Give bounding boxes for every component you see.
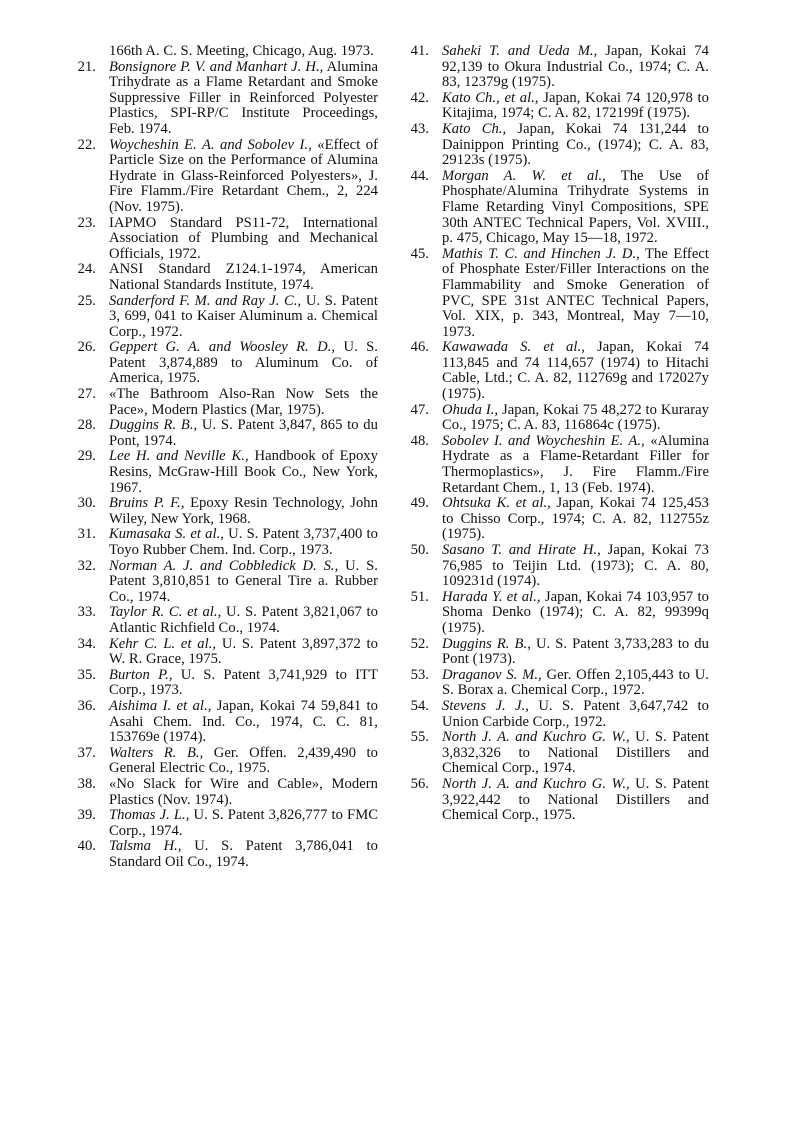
reference-number: 51. [410,588,429,605]
reference-number: 44. [410,167,429,184]
reference-body [109,637,378,668]
reference-body [109,216,378,263]
reference-authors: Duggins R. B., [442,635,531,652]
reference-text: Ger. Offen. 2,439,490 to General Electric Co., 1975. [109,744,378,777]
reference-authors: Walters R. B., [109,744,204,761]
reference-authors: North J. A. and Kuchro G. W., [442,775,630,792]
reference-authors: Sanderford F. M. and Ray J. C., [109,292,302,309]
reference-text: Japan, Kokai 74 131,244 to Dainippon Printing Co., (1974); C. A. 83, 29123s (1975). [442,120,710,169]
reference-number: 31. [77,526,96,543]
reference-authors: Saheki T. and Ueda M., [442,43,598,59]
reference-text: Japan, Kokai 74 113,845 and 74 114,657 (1974) to Hitachi Cable, Ltd.; C. A. 82, 112769g and 172027y (1975). [442,339,709,403]
reference-authors: Kato Ch., et al., [442,89,539,106]
reference-authors: Woycheshin E. A. and Sobolev I., [109,136,312,153]
reference-number: 41. [410,43,429,59]
reference-text: Japan, Kokai 74 59,841 to Asahi Chem. Ind. Co., 1974, C. C. 81, 153769e (1974). [109,697,378,746]
reference-number: 25. [77,292,96,309]
reference-text: ANSI Standard Z124.1-1974, American National Standards Institute, 1974. [109,261,378,293]
reference-number: 54. [410,697,429,714]
reference-body [442,543,709,590]
reference-body [109,559,378,606]
reference-body [109,808,378,839]
reference-body [109,387,378,418]
reference-body [442,699,709,730]
reference-entry [64,216,378,263]
reference-authors: Bruins P. F., [109,495,185,512]
reference-text: U. S. Patent 3,821,067 to Atlantic Richfield Co., 1974. [109,604,378,636]
reference-number: 56. [410,775,429,792]
reference-number: 35. [77,666,96,683]
reference-number: 55. [410,729,429,746]
reference-number: 43. [410,120,429,137]
reference-text: «The Bathroom Also-Ran Now Sets the Pace», Modern Plastics (Mar, 1975). [109,386,378,418]
reference-number: 45. [410,245,429,262]
reference-entry [397,777,709,824]
reference-authors: Duggins R. B., [109,417,198,434]
reference-authors: Ohtsuka K. et al., [442,495,551,512]
reference-body [442,340,709,402]
reference-entry [64,340,378,387]
reference-body [109,138,378,216]
reference-text: «Alumina Hydrate as a Flame-Retardant Filler for Thermoplastics», J. Fire Flamm./Fire Retardant Chem., 1, 13 (Feb. 1974). [442,432,709,496]
reference-text: Japan, Kokai 74 125,453 to Chisso Corp., 1974; C. A. 82, 112755z (1975). [442,495,709,543]
reference-authors: Kato Ch., [442,120,507,137]
reference-authors: Kehr C. L. et al., [109,635,217,652]
reference-number: 22. [77,136,96,153]
reference-text: U. S. Patent 3,737,400 to Toyo Rubber Chem. Ind. Corp., 1973. [109,526,378,558]
reference-number: 37. [77,744,96,761]
reference-text: The Effect of Phosphate Ester/Filler Interactions on the Flammability and Smoke Generation of PVC, SPE 31st ANTEC Technical Papers, Vol. XIX, p. 343, Montreal, May 7—10, 1973. [442,245,709,340]
reference-number: 24. [77,261,96,278]
reference-body [442,668,709,699]
reference-body [442,247,709,341]
reference-authors: Harada Y. et al., [442,588,541,605]
reference-entry [397,668,709,699]
reference-text: U. S. Patent 3,832,326 to National Distillers and Chemical Corp., 1974. [442,729,709,777]
reference-authors: Ohuda I., [442,401,499,418]
reference-body [109,699,378,746]
reference-authors: Aishima I. et al., [109,697,212,714]
reference-number: 27. [77,386,96,403]
reference-text: Japan, Kokai 74 120,978 to Kitajima, 1974; C. A. 82, 172199f (1975). [442,89,709,122]
reference-entry [397,403,709,434]
reference-authors: Taylor R. C. et al., [109,604,222,621]
reference-text: Japan, Kokai 73 76,985 to Teijin Ltd. (1973); C. A. 80, 109231d (1974). [442,542,709,590]
reference-number: 39. [77,807,96,824]
reference-body [109,668,378,699]
reference-entry [397,247,709,341]
reference-authors: Mathis T. C. and Hinchen J. D., [442,245,640,262]
reference-body [442,777,709,824]
reference-number: 36. [77,697,96,714]
reference-number: 34. [77,635,96,652]
reference-number: 26. [77,339,96,356]
reference-entry [64,637,378,668]
reference-entry [397,91,709,122]
reference-authors: Kumasaka S. et al., [109,526,225,543]
reference-text: «Effect of Particle Size on the Performance of Alumina Hydrate in Glass-Reinforced Polyesters», J. Fire Flamm./Fire Retardant Chem., 2, 224 (Nov. 1975). [109,136,378,215]
reference-body [442,122,709,169]
reference-text: U. S. Patent 3,733,283 to du Pont (1973). [442,635,710,668]
reference-number: 46. [410,339,429,356]
reference-text: The Use of Phosphate/Alumina Trihydrate Systems in Flame Retarding Vinyl Compositions, SPE 30th ANTEC Technical Papers, Vol. XVIII., p. 475, Chicago, May 15—18, 1972. [442,167,709,247]
reference-body [442,496,709,543]
reference-text: «No Slack for Wire and Cable», Modern Plastics (Nov. 1974). [109,775,378,808]
reference-number: 29. [77,448,96,465]
reference-body [109,605,378,636]
reference-entry [397,543,709,590]
reference-entry [64,699,378,746]
reference-number: 38. [77,775,96,792]
reference-text: Epoxy Resin Technology, John Wiley, New York, 1968. [109,495,378,527]
reference-body [109,839,378,870]
reference-entry [64,605,378,636]
reference-entry [397,730,709,777]
reference-number: 47. [410,401,429,418]
reference-body [109,44,378,60]
reference-entry [397,699,709,730]
reference-entry [397,434,709,496]
reference-text: Japan, Kokai 74 103,957 to Shoma Denko (1974); C. A. 82, 99399q (1975). [442,588,709,636]
reference-text: Japan, Kokai 74 92,139 to Okura Industrial Co., 1974; C. A. 83, 12379g (1975). [442,43,709,91]
reference-text: Japan, Kokai 75 48,272 to Kuraray Co., 1975; C. A. 83, 116864c (1975). [442,401,709,434]
reference-authors: Sasano T. and Hirate H., [442,542,601,558]
reference-entry [397,496,709,543]
reference-entry [397,122,709,169]
reference-text: U. S. Patent 3,647,742 to Union Carbide Corp., 1972. [442,697,709,730]
reference-entry [64,387,378,418]
reference-entry [64,777,378,808]
reference-number: 30. [77,495,96,512]
reference-text: U. S. Patent 3,741,929 to ITT Corp., 1973. [109,666,378,699]
reference-entry [64,418,378,449]
reference-text: U. S. Patent 3,847, 865 to du Pont, 1974. [109,417,378,449]
reference-entry [64,496,378,527]
reference-authors: Stevens J. J., [442,697,529,714]
reference-body [109,294,378,341]
reference-text: U. S. Patent 3,826,777 to FMC Corp., 1974. [109,807,379,839]
reference-body [442,169,709,247]
reference-text: U. S. Patent 3,922,442 to National Distillers and Chemical Corp., 1975. [442,775,709,824]
reference-number: 48. [410,432,429,449]
reference-entry [64,262,378,293]
reference-entry [64,60,378,138]
reference-number: 23. [77,214,96,231]
reference-number: 49. [410,495,429,512]
reference-body [109,418,378,449]
reference-number: 32. [77,557,96,574]
reference-entry [64,559,378,606]
reference-number: 52. [410,635,429,652]
reference-body [109,527,378,558]
left-reference-column [64,44,378,870]
reference-authors: Norman A. J. and Cobbledick D. S., [109,557,339,574]
reference-number: 28. [77,417,96,434]
reference-entry [64,839,378,870]
reference-authors: Sobolev I. and Woycheshin E. A., [442,432,645,449]
reference-body [442,44,709,91]
reference-authors: Kawawada S. et al., [442,339,585,356]
reference-entry [64,746,378,777]
reference-body [442,637,709,668]
reference-body [109,777,378,808]
reference-authors: Geppert G. A. and Woosley R. D., [109,339,336,356]
reference-body [109,262,378,293]
reference-text: Alumina Trihydrate as a Flame Retardant and Smoke Suppressive Filler in Reinforced Polyester Plastics, SPI-RP/C Institute Proceedings, Feb. 1974. [109,58,378,137]
reference-number: 42. [410,89,429,106]
reference-entry [64,44,378,60]
reference-entry [397,169,709,247]
reference-body [109,60,378,138]
reference-authors: Bonsignore P. V. and Manhart J. H., [109,58,324,75]
reference-number: 50. [410,542,429,558]
reference-entry [397,637,709,668]
reference-text: U. S. Patent 3,786,041 to Standard Oil Co., 1974. [109,838,378,870]
reference-number: 33. [77,604,96,621]
reference-entry [397,590,709,637]
reference-authors: Lee H. and Neville K., [109,448,249,465]
reference-text: Ger. Offen 2,105,443 to U. S. Borax a. Chemical Corp., 1972. [442,666,709,699]
reference-entry [64,138,378,216]
reference-entry [64,449,378,496]
reference-authors: Burton P., [109,666,173,683]
reference-body [442,403,709,434]
reference-authors: Talsma H., [109,838,182,855]
reference-authors: Thomas J. L., [109,807,190,824]
reference-authors: Morgan A. W. et al., [442,167,606,184]
reference-text: Handbook of Epoxy Resins, McGraw-Hill Book Co., New York, 1967. [109,448,378,496]
reference-body [109,449,378,496]
reference-text: U. S. Patent 3,897,372 to W. R. Grace, 1975. [109,635,378,668]
reference-number: 40. [77,838,96,855]
reference-text: U. S. Patent 3,810,851 to General Tire a. Rubber Co., 1974. [109,557,378,605]
reference-entry [397,44,709,91]
reference-authors: Draganov S. M., [442,666,542,683]
reference-entry [64,294,378,341]
reference-text: U. S. Patent 3, 699, 041 to Kaiser Aluminum a. Chemical Corp., 1972. [109,292,378,340]
reference-text: IAPMO Standard PS11-72, International Association of Plumbing and Mechanical Officials, 1972. [109,214,378,262]
reference-entry [397,340,709,402]
reference-body [442,730,709,777]
reference-text: 166th A. C. S. Meeting, Chicago, Aug. 1973. [109,43,374,59]
reference-entry [64,668,378,699]
reference-body [109,746,378,777]
reference-text: U. S. Patent 3,874,889 to Aluminum Co. of America, 1975. [109,339,378,387]
right-reference-column [397,44,709,824]
reference-body [109,496,378,527]
reference-number: 53. [410,666,429,683]
reference-body [442,434,709,496]
reference-body [442,91,709,122]
reference-entry [64,527,378,558]
reference-entry [64,808,378,839]
reference-authors: North J. A. and Kuchro G. W., [442,729,630,746]
reference-body [109,340,378,387]
reference-body [442,590,709,637]
reference-number: 21. [77,58,96,75]
